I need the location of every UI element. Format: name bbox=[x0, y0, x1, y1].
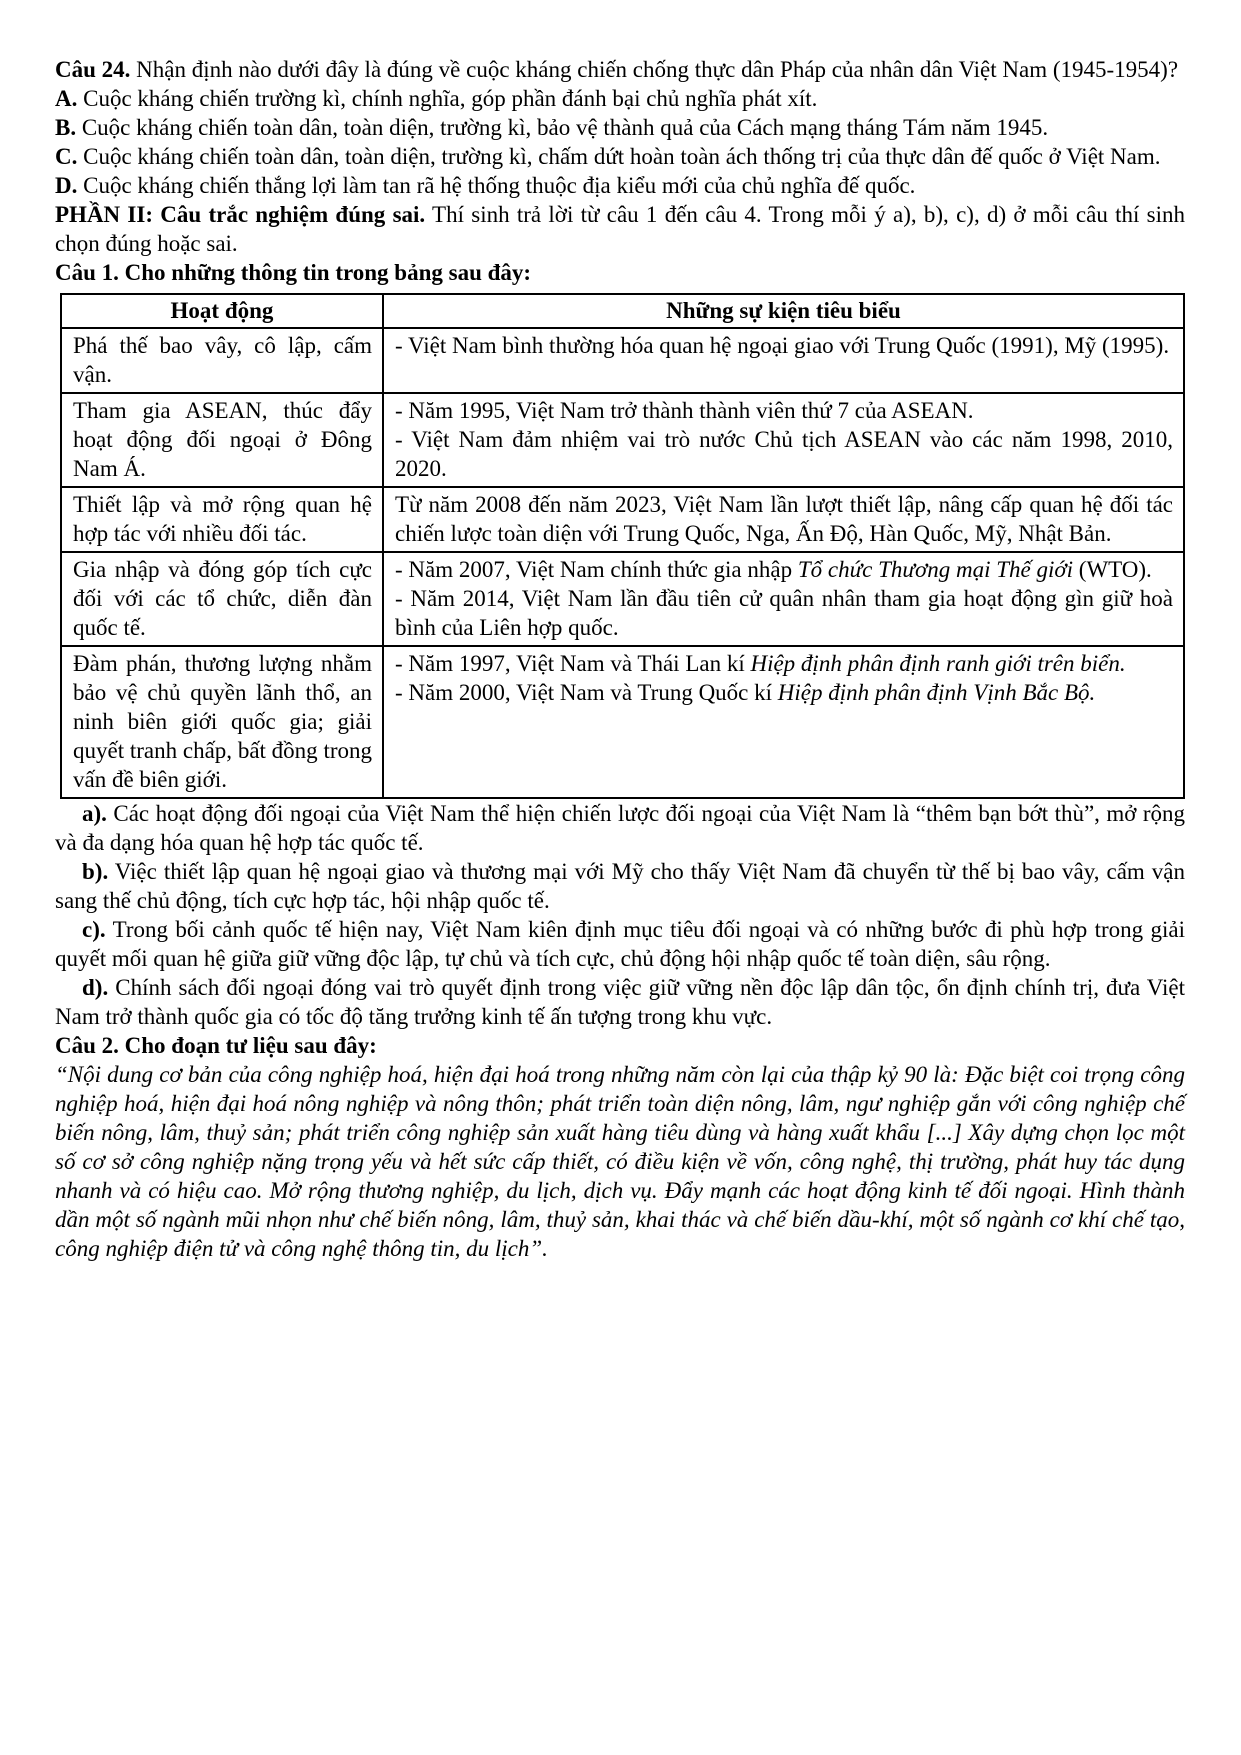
option-c-text: Cuộc kháng chiến toàn dân, toàn diện, trường kì, chấm dứt hoàn toàn ách thống trị của thực dân đế quốc ở Việt Nam. bbox=[83, 144, 1161, 169]
table-header-events: Những sự kiện tiêu biểu bbox=[383, 294, 1184, 328]
table-header-row bbox=[61, 294, 1184, 328]
statement-b-label: b). bbox=[82, 859, 109, 884]
question-24-text: Nhận định nào dưới đây là đúng về cuộc kháng chiến chống thực dân Pháp của nhân dân Việt Nam (1945-1954)? bbox=[136, 57, 1179, 82]
part2-heading bbox=[55, 200, 1185, 258]
events-cell bbox=[383, 328, 1184, 393]
event-line: - Năm 1997, Việt Nam và Thái Lan kí Hiệp định phân định ranh giới trên biển. bbox=[395, 651, 1126, 676]
question-1-heading: Câu 1. Cho những thông tin trong bảng sau đây: bbox=[55, 260, 532, 285]
question-2-quote: “Nội dung cơ bản của công nghiệp hoá, hiện đại hoá trong những năm còn lại của thập kỷ 90 là: Đặc biệt coi trọng công nghiệp hoá, hiện đại hoá nông nghiệp và nông thôn; phát triển toàn diện nông, lâm, ngư nghiệp gắn với công nghiệp chế biến nông, lâm, thuỷ sản; phát triển công nghiệp sản xuất hàng tiêu dùng và hàng xuất khẩu [...] Xây dựng chọn lọc một số cơ sở công nghiệp nặng trọng yếu và hết sức cấp thiết, có điều kiện về vốn, công nghệ, thị trường, phát huy tác dụng nhanh và có hiệu cao. Mở rộng thương nghiệp, du lịch, dịch vụ. Đẩy mạnh các hoạt động kinh tế đối ngoại. Hình thành dần một số ngành mũi nhọn như chế biến nông, lâm, thuỷ sản, khai thác và chế biến dầu-khí, một số ngành cơ khí chế tạo, công nghiệp điện tử và công nghệ thông tin, du lịch”. bbox=[55, 1062, 1185, 1261]
events-cell bbox=[383, 552, 1184, 646]
event-line: - Năm 2000, Việt Nam và Trung Quốc kí Hiệp định phân định Vịnh Bắc Bộ. bbox=[395, 680, 1096, 705]
activity-cell bbox=[61, 646, 383, 798]
activity-cell bbox=[61, 552, 383, 646]
part2-heading-text: Thí sinh trả lời từ câu 1 đến câu 4. Trong mỗi ý a), b), c), d) ở mỗi câu thí sinh chọn đúng hoặc sai. bbox=[55, 202, 1185, 256]
option-b-text: Cuộc kháng chiến toàn dân, toàn diện, trường kì, bảo vệ thành quả của Cách mạng tháng Tám năm 1945. bbox=[81, 115, 1049, 140]
activity-text: Phá thế bao vây, cô lập, cấm vận. bbox=[73, 333, 372, 387]
statement-c bbox=[55, 915, 1185, 973]
question-24 bbox=[55, 55, 1185, 84]
statement-c-label: c). bbox=[82, 917, 106, 942]
event-line: - Việt Nam đảm nhiệm vai trò nước Chủ tịch ASEAN vào các năm 1998, 2010, 2020. bbox=[395, 427, 1173, 481]
statement-d bbox=[55, 973, 1185, 1031]
option-b bbox=[55, 113, 1185, 142]
table-row bbox=[61, 646, 1184, 798]
option-b-label: B. bbox=[55, 115, 77, 140]
part2-heading-label: PHẦN II: Câu trắc nghiệm đúng sai. bbox=[55, 202, 426, 227]
events-cell bbox=[383, 487, 1184, 552]
event-line: - Năm 1995, Việt Nam trở thành thành viên thứ 7 của ASEAN. bbox=[395, 398, 974, 423]
option-a-text: Cuộc kháng chiến trường kì, chính nghĩa, góp phần đánh bại chủ nghĩa phát xít. bbox=[83, 86, 818, 111]
option-a-label: A. bbox=[55, 86, 78, 111]
option-d-text: Cuộc kháng chiến thắng lợi làm tan rã hệ thống thuộc địa kiểu mới của chủ nghĩa đế quốc. bbox=[83, 173, 916, 198]
activity-cell bbox=[61, 328, 383, 393]
statement-d-label: d). bbox=[82, 975, 109, 1000]
question-24-label: Câu 24. bbox=[55, 57, 131, 82]
activity-text: Thiết lập và mở rộng quan hệ hợp tác với nhiều đối tác. bbox=[73, 492, 372, 546]
events-cell bbox=[383, 393, 1184, 487]
events-cell bbox=[383, 646, 1184, 798]
statement-a bbox=[55, 799, 1185, 857]
event-line: - Việt Nam bình thường hóa quan hệ ngoại giao với Trung Quốc (1991), Mỹ (1995). bbox=[395, 333, 1170, 358]
table-row bbox=[61, 328, 1184, 393]
option-d-label: D. bbox=[55, 173, 78, 198]
event-line: - Năm 2014, Việt Nam lần đầu tiên cử quân nhân tham gia hoạt động gìn giữ hoà bình của Liên hợp quốc. bbox=[395, 586, 1173, 640]
table-row bbox=[61, 393, 1184, 487]
question-2-heading: Câu 2. Cho đoạn tư liệu sau đây: bbox=[55, 1033, 377, 1058]
activity-cell bbox=[61, 393, 383, 487]
statement-d-text: Chính sách đối ngoại đóng vai trò quyết định trong việc giữ vững nền độc lập dân tộc, ổn định chính trị, đưa Việt Nam trở thành quốc gia có tốc độ tăng trưởng kinh tế ấn tượng trong khu vực. bbox=[55, 975, 1185, 1029]
statement-a-label: a). bbox=[82, 801, 107, 826]
option-c-label: C. bbox=[55, 144, 78, 169]
event-line: Từ năm 2008 đến năm 2023, Việt Nam lần lượt thiết lập, nâng cấp quan hệ đối tác chiến lược toàn diện với Trung Quốc, Nga, Ấn Độ, Hàn Quốc, Mỹ, Nhật Bản. bbox=[395, 492, 1173, 546]
table-row bbox=[61, 487, 1184, 552]
statement-c-text: Trong bối cảnh quốc tế hiện nay, Việt Nam kiên định mục tiêu đối ngoại và có những bước đi phù hợp trong giải quyết mối quan hệ giữa giữ vững độc lập, tự chủ và tích cực, chủ động hội nhập quốc tế toàn diện, sâu rộng. bbox=[55, 917, 1185, 971]
activity-text: Gia nhập và đóng góp tích cực đối với các tổ chức, diễn đàn quốc tế. bbox=[73, 557, 372, 640]
event-line: - Năm 2007, Việt Nam chính thức gia nhập Tổ chức Thương mại Thế giới (WTO). bbox=[395, 557, 1152, 582]
option-a bbox=[55, 84, 1185, 113]
statement-b bbox=[55, 857, 1185, 915]
activity-text: Tham gia ASEAN, thúc đẩy hoạt động đối ngoại ở Đông Nam Á. bbox=[73, 398, 372, 481]
activity-cell bbox=[61, 487, 383, 552]
question-1-table bbox=[60, 293, 1185, 799]
table-row bbox=[61, 552, 1184, 646]
option-d bbox=[55, 171, 1185, 200]
table-header-activity: Hoạt động bbox=[61, 294, 383, 328]
activity-text: Đàm phán, thương lượng nhằm bảo vệ chủ quyền lãnh thổ, an ninh biên giới quốc gia; giải quyết tranh chấp, bất đồng trong vấn đề biên giới. bbox=[73, 651, 372, 792]
statement-a-text: Các hoạt động đối ngoại của Việt Nam thể hiện chiến lược đối ngoại của Việt Nam là “thêm bạn bớt thù”, mở rộng và đa dạng hóa quan hệ hợp tác quốc tế. bbox=[55, 801, 1186, 855]
option-c bbox=[55, 142, 1185, 171]
statement-b-text: Việc thiết lập quan hệ ngoại giao và thương mại với Mỹ cho thấy Việt Nam đã chuyển từ thế bị bao vây, cấm vận sang thế chủ động, tích cực hợp tác, hội nhập quốc tế. bbox=[55, 859, 1186, 913]
